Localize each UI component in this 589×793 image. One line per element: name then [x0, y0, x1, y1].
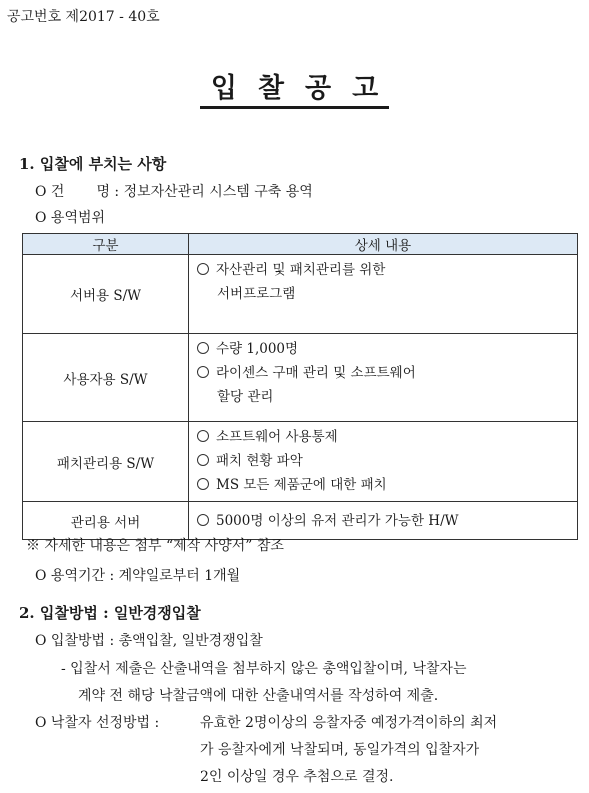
bid-method-detail-line2: 계약 전 해당 낙찰금액에 대한 산출내역서를 작성하여 제출. — [78, 688, 439, 704]
row-detail — [189, 255, 578, 334]
page-title: 입찰공고 — [210, 73, 400, 104]
detail-item — [197, 337, 577, 361]
detail-item — [197, 258, 577, 282]
circle-bullet-icon — [197, 263, 209, 275]
detail-item — [197, 509, 577, 533]
row-detail — [189, 502, 578, 540]
item-name-row — [35, 181, 313, 201]
detail-text: 라이센스 구매 관리 및 소프트웨어 — [216, 365, 416, 381]
table-header-detail: 상세 내용 — [189, 234, 578, 255]
row-category: 서버용 S/W — [23, 255, 189, 334]
detail-text: 소프트웨어 사용통제 — [216, 429, 338, 445]
detail-continuation: 서버프로그램 — [217, 286, 296, 302]
table-row — [23, 255, 578, 334]
table-row — [23, 422, 578, 502]
section1-heading: 1. 입찰에 부치는 사항 — [19, 155, 167, 173]
selection-label: O 낙찰자 선정방법 : — [35, 715, 160, 731]
circle-bullet-icon — [197, 430, 209, 442]
item-name-value: 정보자산관리 시스템 구축 용역 — [123, 184, 313, 200]
detail-item — [197, 425, 577, 449]
detail-text: 5000명 이상의 유저 관리가 가능한 H/W — [216, 512, 459, 529]
detail-text: MS 모든 제품군에 대한 패치 — [216, 477, 387, 493]
table-row — [23, 502, 578, 540]
selection-line3: 2인 이상일 경우 추첨으로 결정. — [200, 769, 394, 785]
item-name-label: O 건 — [35, 184, 65, 200]
selection-line1: 유효한 2명이상의 응찰자중 예정가격이하의 최저 — [200, 715, 498, 731]
detail-item — [197, 361, 577, 385]
circle-bullet-icon — [197, 366, 209, 378]
circle-bullet-icon — [197, 454, 209, 466]
selection-line2: 가 응찰자에게 낙찰되며, 동일가격의 입찰자가 — [200, 742, 480, 758]
detail-text: 수량 1,000명 — [216, 341, 299, 357]
bid-method: O 입찰방법 : 총액입찰, 일반경쟁입찰 — [35, 633, 263, 649]
bid-method-detail-line1: - 입찰서 제출은 산출내역을 첨부하지 않은 총액입찰이며, 낙찰자는 — [61, 661, 467, 677]
title-underline — [200, 106, 389, 109]
row-detail — [189, 334, 578, 422]
service-period: O 용역기간 : 계약일로부터 1개월 — [35, 568, 241, 584]
scope-label: O 용역범위 — [35, 210, 106, 226]
table-header-row — [23, 234, 578, 255]
item-name-sep: 명 : — [96, 184, 120, 200]
detail-text: 자산관리 및 패치관리를 위한 — [216, 262, 386, 278]
circle-bullet-icon — [197, 514, 209, 526]
detail-item — [197, 473, 577, 497]
scope-table — [22, 233, 578, 540]
detail-continuation: 할당 관리 — [217, 389, 274, 405]
detail-item — [197, 449, 577, 473]
notice-number: 공고번호 제2017 - 40호 — [7, 9, 160, 25]
row-category: 패치관리용 S/W — [23, 422, 189, 502]
row-category: 사용자용 S/W — [23, 334, 189, 422]
row-detail — [189, 422, 578, 502]
row-category: 관리용 서버 — [23, 502, 189, 540]
circle-bullet-icon — [197, 478, 209, 490]
circle-bullet-icon — [197, 342, 209, 354]
detail-text: 패치 현황 파악 — [216, 453, 303, 469]
attachment-note: ※ 자세한 내용은 첨부 “제작 사양서” 참조 — [26, 538, 284, 554]
table-header-category: 구분 — [23, 234, 189, 255]
section2-heading: 2. 입찰방법 : 일반경쟁입찰 — [19, 604, 201, 622]
table-row — [23, 334, 578, 422]
